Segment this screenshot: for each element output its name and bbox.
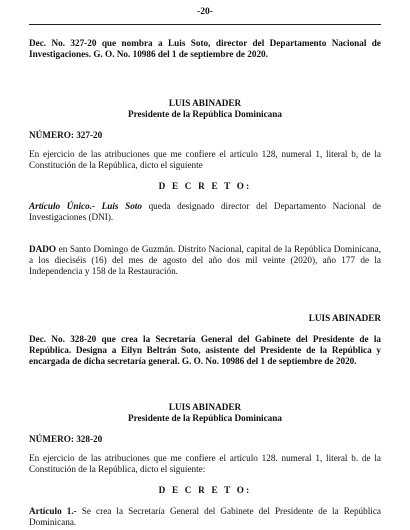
- decree-1-preamble: En ejercicio de las atribuciones que me confiere el artículo 128, numeral 1, literal b, de la Constitución de la República, dicto el siguiente: [29, 149, 381, 171]
- decree-2-heading: D E C R E T O:: [158, 485, 252, 495]
- decree-1-president-title: Presidente de la República Dominicana: [128, 109, 282, 119]
- decree-2-article-label: Artículo 1.-: [29, 506, 77, 516]
- header-rule: [29, 24, 381, 25]
- decree-2-preamble: En ejercicio de las atribuciones que me confiere el artículo 128. numeral 1, literal b. de la Constitución de la República, dicto el siguiente:: [29, 453, 381, 475]
- decree-1-article-text: queda designado director del Departamento Nacional de Investigaciones (DNI).: [29, 201, 381, 223]
- decree-2-president-title: Presidente de la República Dominicana: [128, 413, 282, 423]
- decree-1-given-label: DADO: [29, 244, 57, 254]
- decree-2-president-name: LUIS ABINADER: [168, 402, 242, 412]
- decree-1-signature: LUIS ABINADER: [308, 313, 381, 323]
- decree-1-president-name: LUIS ABINADER: [168, 98, 242, 108]
- decree-1-given: [29, 244, 381, 278]
- decree-2-article: [29, 506, 381, 528]
- page-number: -20-: [197, 6, 213, 17]
- decree-1-article: [29, 201, 381, 223]
- decree-2-article-text: Se crea la Secretaría General del Gabinete del Presidente de la República Dominicana.: [29, 506, 382, 528]
- decree-1-article-label: Artículo Único.- Luis Soto: [29, 201, 142, 211]
- decree-1-summary: Dec. No. 327-20 que nombra a Luis Soto, director del Departamento Nacional de Investigaciones. G. O. No. 10986 del 1 de septiembre de 2020.: [29, 38, 381, 60]
- decree-2-number: NÚMERO: 328-20: [29, 434, 103, 444]
- decree-1-given-text: en Santo Domingo de Guzmán. Distrito Nacional, capital de la República Dominicana, a los dieciséis (16) del mes de agosto del año dos mil veinte (2020), año 177 de la Independencia y 158 de la Restauración.: [29, 244, 381, 277]
- decree-1-number: NÚMERO: 327-20: [29, 130, 103, 140]
- decree-1-heading: D E C R E T O:: [158, 181, 252, 191]
- decree-2-summary: Dec. No. 328-20 que crea la Secretaría General del Gabinete del Presidente de la República. Designa a Eilyn Beltrán Soto, asistente del Presidente de la República y encargada de dicha secretaría general. G. O. No. 10986 del 1 de septiembre de 2020.: [29, 334, 381, 367]
